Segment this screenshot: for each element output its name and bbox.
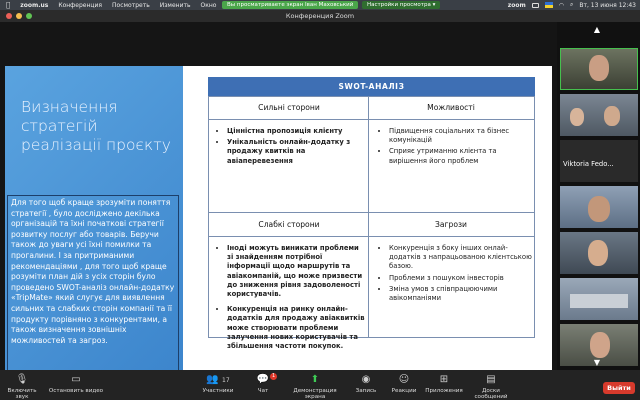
- opportunity-item: • Підвищення соціальних та бізнес комунікацій: [389, 127, 533, 145]
- opportunities-list: [375, 127, 533, 168]
- video-camera-icon: ▭: [71, 374, 81, 385]
- chevron-up-icon[interactable]: ▲: [593, 25, 601, 34]
- apps-label: Приложения: [425, 388, 463, 394]
- keyboard-layout-flag-icon[interactable]: [545, 2, 553, 8]
- slide-body-text: Для того щоб краще зрозуміти поняття стратегії , було досліджено декілька організацій та їхні початкові стратегії розвитку послуг або товарів. Беручи також до уваги усі їхні помилки та прогалини. І за притриманими рекомендаціями , для того щоб краще розуміти план дій з усіх сторін було проведено SWOT-аналіз онлайн-додатку «TripMate» який слугує для виявлення сильних та слабких сторін компанії та її продукту порівняно з конкурентами, а також визначення зовнішніх можливостей та загроз.: [7, 195, 179, 371]
- stop-video-label: Остановить видео: [48, 388, 104, 394]
- participant-name: Viktoria Fedo...: [563, 160, 614, 168]
- threat-item: • Зміна умов з співпрацюючими авікомпаніями: [389, 285, 533, 303]
- apps-icon: ⊞: [439, 374, 449, 385]
- reactions-button[interactable]: [389, 374, 419, 394]
- weaknesses-heading: Слабкі сторони: [258, 220, 320, 229]
- threats-list: [375, 244, 533, 305]
- participant-video-tile[interactable]: [560, 48, 638, 90]
- swot-grid: [208, 96, 535, 351]
- share-screen-icon: ⬆: [310, 374, 320, 385]
- chat-label: Чат: [257, 388, 269, 394]
- window-title-bar: [0, 10, 640, 22]
- participant-face: [589, 55, 609, 81]
- participants-label: Участники: [202, 388, 234, 394]
- swot-divider-top: [209, 119, 534, 120]
- maximize-window-icon[interactable]: [26, 13, 32, 19]
- meeting-toolbar: [0, 370, 640, 400]
- swot-divider-vertical: [368, 97, 369, 338]
- weakness-item: • Конкуренція на ринку онлайн-додатків для продажу авіаквитків може створювати проблеми залучення нових користувачів та збільшення частоти покупок.: [227, 305, 367, 351]
- weakness-item: • Іноді можуть виникати проблеми зі знайденням потрібної інформації щодо маршрутів та авіакомпаній, що може призвести до зниження рівня задоволеності користувачів.: [227, 244, 367, 299]
- share-screen-button[interactable]: [284, 374, 346, 400]
- zoom-status-label[interactable]: zoom: [507, 1, 526, 9]
- strength-item: • Унікальність онлайн-додатку з продажу квитків на авіаперевезення: [227, 138, 367, 166]
- weaknesses-list: [213, 244, 367, 353]
- slide-left-panel: [5, 66, 183, 375]
- menu-bar-status: [508, 0, 636, 10]
- participant-face: [570, 108, 584, 126]
- menu-edit[interactable]: Изменить: [155, 1, 187, 9]
- apps-button[interactable]: [424, 374, 464, 394]
- participant-video-tile[interactable]: [560, 94, 638, 136]
- strengths-list: [213, 127, 367, 168]
- swot-table: [208, 77, 535, 351]
- view-settings-button[interactable]: Настройки просмотра ▾: [362, 1, 440, 9]
- participant-gallery: [557, 22, 640, 370]
- slide-title: Визначення стратегій реалізації проєкту: [21, 98, 171, 154]
- swot-divider-middle: [209, 212, 534, 213]
- chat-button[interactable]: [251, 374, 275, 394]
- leave-meeting-button[interactable]: Выйти: [603, 382, 635, 394]
- chat-icon: 💬: [256, 374, 270, 385]
- window-title: Конференция Zoom: [285, 12, 355, 20]
- participant-face: [588, 196, 610, 222]
- menu-window[interactable]: Окно: [196, 1, 213, 9]
- participant-face: [604, 106, 620, 126]
- participants-count: 17: [222, 377, 230, 384]
- apple-icon[interactable]: [0, 1, 15, 9]
- swot-title: SWOT-АНАЛІЗ: [208, 77, 535, 96]
- opportunity-item: • Сприяє утриманню клієнта та вирішення його проблем: [389, 147, 533, 165]
- menu-view[interactable]: Посмотреть: [107, 1, 146, 9]
- menu-app-name[interactable]: zoom.us: [16, 1, 45, 9]
- opportunities-heading: Можливості: [427, 103, 475, 112]
- muted-microphone-icon: 🎙: [15, 374, 29, 385]
- whiteboards-label: Доски сообщений: [474, 388, 508, 400]
- search-icon[interactable]: ⌕: [569, 1, 574, 8]
- minimize-window-icon[interactable]: [16, 13, 22, 19]
- threat-item: • Проблеми з пошуком інвесторів: [389, 274, 533, 283]
- participant-face: [588, 240, 608, 266]
- participant-name-tile[interactable]: [560, 140, 638, 182]
- shared-screen-area: [0, 22, 557, 370]
- stop-video-button[interactable]: [48, 374, 104, 394]
- view-settings-label: Настройки просмотра: [367, 2, 431, 8]
- share-screen-label: Демонстрация экрана: [293, 388, 337, 400]
- chat-unread-badge: 1: [272, 373, 276, 379]
- chevron-down-icon[interactable]: ▼: [593, 358, 601, 367]
- swot-divider-lower: [209, 236, 534, 237]
- screen-icon[interactable]: [532, 3, 539, 8]
- threat-item: • Конкуренція з боку інших онлай-додатків з напрацьованою клієнтською базою.: [389, 244, 533, 272]
- participant-video-tile[interactable]: [560, 278, 638, 320]
- menu-conference[interactable]: Конференция: [54, 1, 98, 9]
- whiteboard-icon: ▤: [486, 374, 496, 385]
- participant-video-tile[interactable]: [560, 186, 638, 228]
- presentation-slide: [5, 66, 552, 375]
- participant-background: [570, 294, 628, 308]
- participant-video-tile[interactable]: [560, 232, 638, 274]
- screen-share-notice: Вы просматриваете экран Іван Маховський: [222, 1, 358, 9]
- reactions-label: Реакции: [391, 388, 417, 394]
- unmute-label: Включить звук: [7, 388, 37, 400]
- strength-item: • Цінністна пропозиція клієнту: [227, 127, 367, 136]
- threats-heading: Загрози: [435, 220, 467, 229]
- whiteboards-button[interactable]: [466, 374, 516, 400]
- close-window-icon[interactable]: [6, 13, 12, 19]
- clock[interactable]: Вт, 13 июня 12:43: [579, 1, 636, 9]
- record-icon: ◉: [361, 374, 371, 385]
- reactions-icon: ☺: [398, 374, 410, 385]
- participant-face: [590, 332, 610, 358]
- unmute-button[interactable]: [2, 374, 42, 400]
- record-label: Запись: [355, 388, 377, 394]
- participants-button[interactable]: [196, 374, 240, 394]
- strengths-heading: Сильні сторони: [258, 103, 320, 112]
- record-button[interactable]: [353, 374, 379, 394]
- wifi-icon[interactable]: ◠: [558, 1, 564, 9]
- participants-icon: 👥 17: [206, 374, 230, 385]
